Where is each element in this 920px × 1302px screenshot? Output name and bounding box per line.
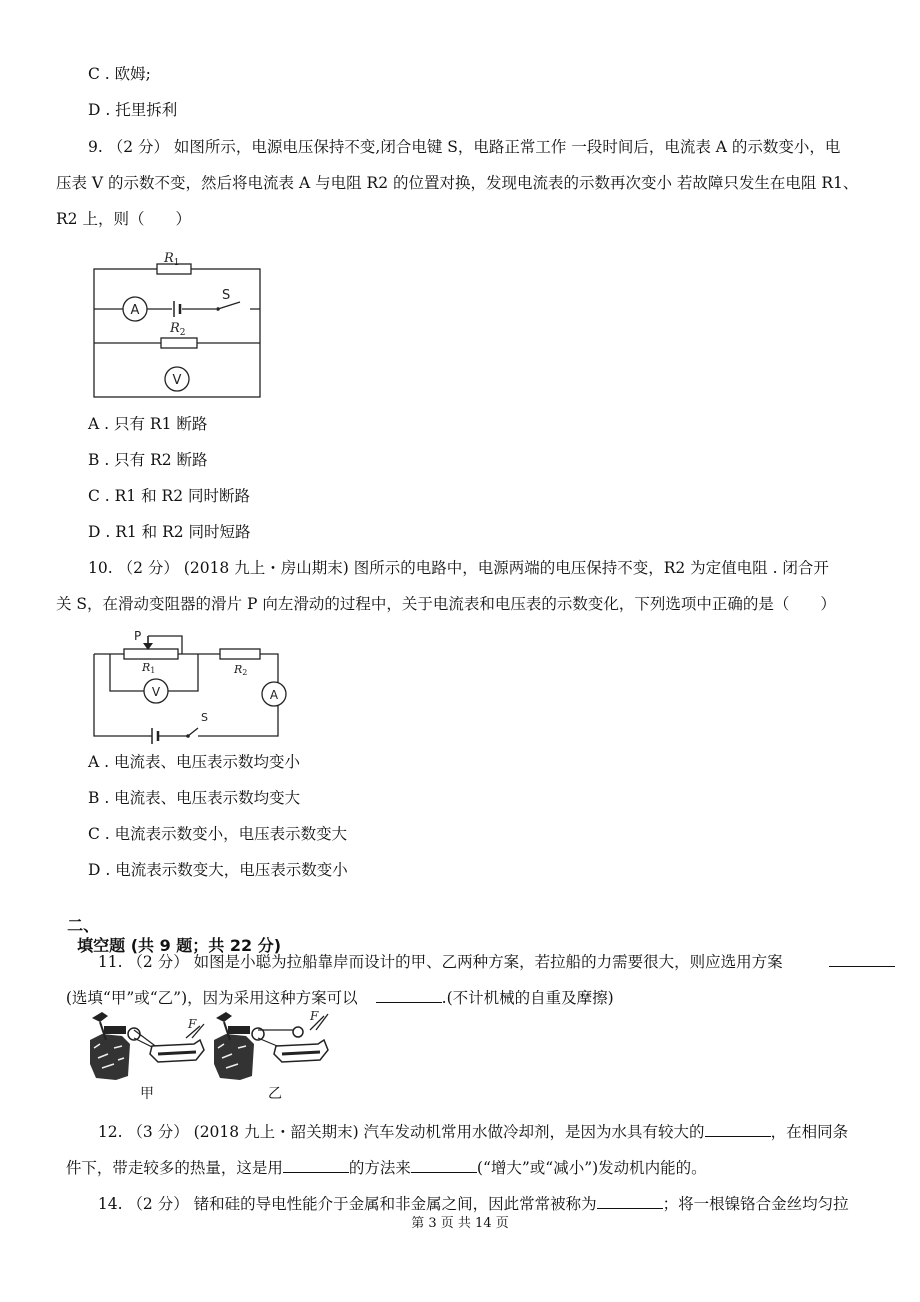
q12-blank-3[interactable] bbox=[411, 1158, 477, 1173]
q14-stem-line1 bbox=[88, 1174, 849, 1214]
slider-p-label: P bbox=[134, 629, 142, 643]
q11-stem-line2 bbox=[56, 968, 614, 1008]
switch-label: S bbox=[201, 711, 208, 724]
voltmeter-label: V bbox=[172, 373, 182, 388]
q14-blank-1[interactable] bbox=[597, 1194, 663, 1209]
q9-option-c: C . R1 和 R2 同时断路 bbox=[88, 487, 250, 505]
q14-text-1: 14. （2 分） 锗和硅的导电性能介于金属和非金属之间，因此常常被称为 bbox=[97, 1195, 597, 1213]
force-label-left: F bbox=[188, 1017, 197, 1031]
section-number: 二、 bbox=[67, 916, 100, 935]
r1-label: R1 bbox=[142, 661, 156, 675]
q12-blank-2[interactable] bbox=[283, 1158, 349, 1173]
q9-option-a: A . 只有 R1 断路 bbox=[88, 415, 208, 433]
q11-blank-2[interactable] bbox=[376, 988, 442, 1003]
q10-option-b: B . 电流表、电压表示数均变大 bbox=[88, 789, 301, 807]
q10-option-a: A . 电流表、电压表示数均变小 bbox=[88, 753, 300, 771]
q9-circuit-diagram bbox=[88, 244, 270, 404]
q9-option-b: B . 只有 R2 断路 bbox=[88, 451, 208, 469]
rheostat-r1 bbox=[124, 649, 178, 659]
q9-stem-line1: 9. （2 分） 如图所示，电源电压保持不变,闭合电键 S，电路正常工作 一段时间后，电流表 A 的示数变小，电 bbox=[88, 138, 841, 156]
switch-s bbox=[216, 302, 250, 311]
ammeter-label: A bbox=[130, 303, 140, 318]
battery-icon bbox=[172, 299, 182, 319]
q14-text-2: ；将一根镍铬合金丝均匀拉 bbox=[662, 1195, 849, 1213]
option-c: C . 欧姆; bbox=[88, 65, 151, 83]
label-yi: 乙 bbox=[268, 1086, 282, 1102]
q12-text-4: 的方法来 bbox=[348, 1159, 411, 1177]
q11-blank-1[interactable] bbox=[829, 952, 895, 967]
r2-label: $R_2$ bbox=[170, 321, 186, 338]
r2-label: R2 bbox=[234, 663, 248, 677]
q10-stem-line1: 10. （2 分） (2018 九上・房山期末) 图所示的电路中，电源两端的电压保持不变，R2 为定值电阻 . 闭合开 bbox=[88, 559, 829, 577]
switch-label: S bbox=[222, 288, 231, 303]
q12-text-5: (“增大”或“减小”)发动机内能的。 bbox=[476, 1159, 707, 1177]
resistor-r2 bbox=[161, 338, 197, 348]
page-footer: 第 3 页 共 14 页 bbox=[411, 1216, 509, 1231]
q10-option-c: C . 电流表示数变小，电压表示数变大 bbox=[88, 825, 348, 843]
q11-text-2: (选填“甲”或“乙”)，因为采用这种方案可以 bbox=[65, 989, 358, 1007]
q12-text-3: 件下，带走较多的热量，这是用 bbox=[65, 1159, 283, 1177]
q12-blank-1[interactable] bbox=[705, 1122, 771, 1137]
q12-stem-line1 bbox=[88, 1102, 848, 1142]
ammeter-label: A bbox=[269, 688, 279, 702]
q10-option-d: D . 电流表示数变大，电压表示数变小 bbox=[88, 861, 348, 879]
q9-option-d: D . R1 和 R2 同时短路 bbox=[88, 523, 251, 541]
option-d: D . 托里拆利 bbox=[88, 101, 178, 119]
resistor-r2 bbox=[220, 649, 260, 659]
slider-arrow-icon bbox=[143, 636, 153, 650]
scheme-yi bbox=[214, 1009, 328, 1080]
q10-stem-line2: 关 S，在滑动变阻器的滑片 P 向左滑动的过程中，关于电流表和电压表的示数变化，下列选项中正确的是（ ） bbox=[56, 595, 836, 613]
q11-pulley-figure bbox=[88, 1004, 338, 1084]
force-label-right: F bbox=[310, 1009, 319, 1023]
q11-text-1: 11. （2 分） 如图是小聪为拉船靠岸而设计的甲、乙两种方案，若拉船的力需要很大，则应选用方案 bbox=[97, 953, 783, 971]
battery-icon bbox=[148, 728, 188, 744]
voltmeter-label: V bbox=[151, 685, 161, 699]
q11-text-3: .(不计机械的自重及摩擦) bbox=[441, 989, 614, 1007]
q9-stem-line3: R2 上，则（ ） bbox=[56, 210, 191, 228]
switch-s bbox=[186, 728, 198, 738]
q11-stem-line1 bbox=[88, 932, 895, 972]
label-jia: 甲 bbox=[140, 1086, 154, 1102]
scheme-jia bbox=[90, 1012, 204, 1080]
section-title: 填空题 (共 9 题；共 22 分) bbox=[77, 936, 282, 955]
q12-stem-line2 bbox=[56, 1138, 707, 1178]
q12-text-2: ，在相同条 bbox=[770, 1123, 849, 1141]
q9-stem-line2: 压表 V 的示数不变，然后将电流表 A 与电阻 R2 的位置对换，发现电流表的示数再次变小 若故障只发生在电阻 R1、 bbox=[56, 174, 859, 192]
q10-circuit-diagram bbox=[88, 626, 288, 746]
q12-text-1: 12. （3 分） (2018 九上・韶关期末) 汽车发动机常用水做冷却剂，是因为水具有较大的 bbox=[97, 1123, 705, 1141]
r1-label: $R_1$ bbox=[164, 251, 180, 268]
